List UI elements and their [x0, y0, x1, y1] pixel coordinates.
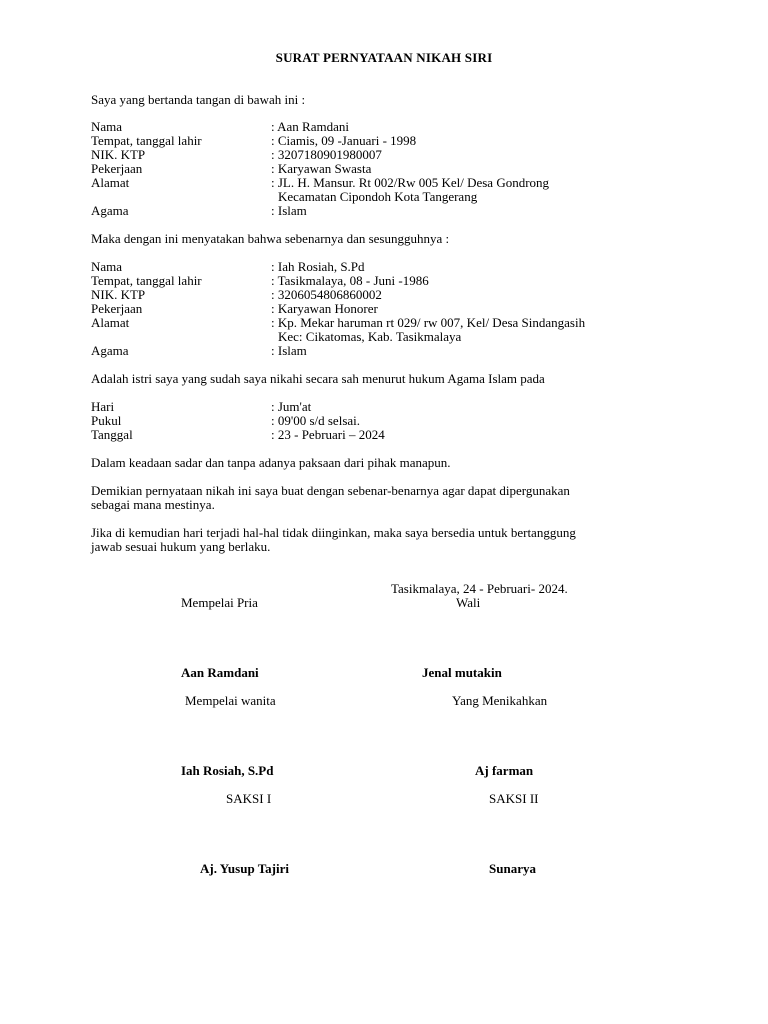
- field-value: : Kp. Mekar haruman rt 029/ rw 007, Kel/ Desa Sindangasih: [271, 315, 586, 330]
- field-value: : Iah Rosiah, S.Pd: [271, 259, 365, 274]
- field-value: : 3207180901980007: [271, 147, 382, 162]
- intro-text: Saya yang bertanda tangan di bawah ini :: [91, 92, 306, 107]
- field-label: Tanggal: [91, 427, 133, 442]
- guardian-role: Wali: [456, 595, 481, 610]
- field-value: : Jum'at: [271, 399, 312, 414]
- bride-name: Iah Rosiah, S.Pd: [181, 763, 274, 778]
- groom-name: Aan Ramdani: [181, 665, 259, 680]
- document-title: SURAT PERNYATAAN NIKAH SIRI: [275, 50, 493, 65]
- witness2-role: SAKSI II: [489, 791, 539, 806]
- witness1-role: SAKSI I: [226, 791, 272, 806]
- field-label: Agama: [91, 343, 129, 358]
- witness2-name: Sunarya: [489, 861, 536, 876]
- field-value: : 3206054806860002: [271, 287, 382, 302]
- witness1-name: Aj. Yusup Tajiri: [200, 861, 289, 876]
- field-value: : Tasikmalaya, 08 - Juni -1986: [271, 273, 429, 288]
- field-label: Pekerjaan: [91, 161, 143, 176]
- field-value: : JL. H. Mansur. Rt 002/Rw 005 Kel/ Desa Gondrong: [271, 175, 550, 190]
- field-label: Tempat, tanggal lahir: [91, 133, 202, 148]
- field-value: : Islam: [271, 203, 307, 218]
- husband-address-continued: Kecamatan Cipondoh Kota Tangerang: [278, 189, 478, 204]
- field-value: : Karyawan Honorer: [271, 301, 378, 316]
- field-label: Tempat, tanggal lahir: [91, 273, 202, 288]
- place-date: Tasikmalaya, 24 - Pebruari- 2024.: [391, 581, 568, 596]
- paragraph-closing-line1: Demikian pernyataan nikah ini saya buat dengan sebenar-benarnya agar dapat dipergunakan: [91, 483, 570, 498]
- guardian-name: Jenal mutakin: [422, 665, 502, 680]
- field-value: : Islam: [271, 343, 307, 358]
- field-value: : 09'00 s/d selsai.: [271, 413, 361, 428]
- field-label: Pukul: [91, 413, 122, 428]
- marriage-statement: Adalah istri saya yang sudah saya nikahi secara sah menurut hukum Agama Islam pada: [91, 371, 545, 386]
- field-value: : 23 - Pebruari – 2024: [271, 427, 385, 442]
- field-value: : Ciamis, 09 -Januari - 1998: [271, 133, 417, 148]
- officiant-role: Yang Menikahkan: [452, 693, 548, 708]
- field-value: : Aan Ramdani: [271, 119, 349, 134]
- field-label: Alamat: [91, 315, 130, 330]
- wife-address-continued: Kec: Cikatomas, Kab. Tasikmalaya: [278, 329, 462, 344]
- paragraph-responsibility-line2: jawab sesuai hukum yang berlaku.: [91, 539, 271, 554]
- declaration-text: Maka dengan ini menyatakan bahwa sebenarnya dan sesungguhnya :: [91, 231, 450, 246]
- field-label: Hari: [91, 399, 115, 414]
- paragraph-responsibility-line1: Jika di kemudian hari terjadi hal-hal tidak diinginkan, maka saya bersedia untuk bertanggung: [91, 525, 576, 540]
- paragraph-closing-line2: sebagai mana mestinya.: [91, 497, 215, 512]
- field-label: Nama: [91, 259, 123, 274]
- field-label: Agama: [91, 203, 129, 218]
- field-label: Alamat: [91, 175, 130, 190]
- paragraph-voluntary: Dalam keadaan sadar dan tanpa adanya paksaan dari pihak manapun.: [91, 455, 451, 470]
- bride-role: Mempelai wanita: [185, 693, 276, 708]
- field-label: NIK. KTP: [91, 287, 146, 302]
- officiant-name: Aj farman: [475, 763, 534, 778]
- field-label: NIK. KTP: [91, 147, 146, 162]
- field-value: : Karyawan Swasta: [271, 161, 372, 176]
- field-label: Pekerjaan: [91, 301, 143, 316]
- groom-role: Mempelai Pria: [181, 595, 258, 610]
- field-label: Nama: [91, 119, 123, 134]
